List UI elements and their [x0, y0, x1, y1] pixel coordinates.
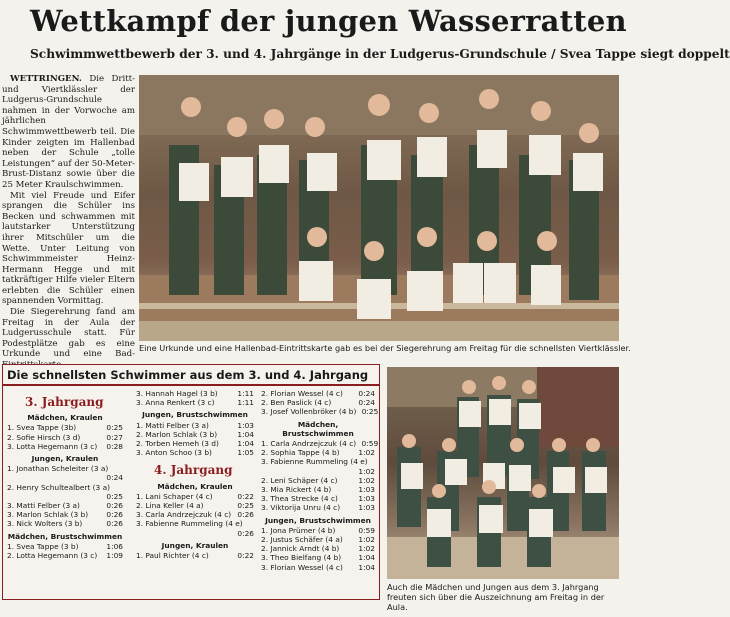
- category-heading: Jungen, Kraulen: [31, 454, 99, 464]
- result-row: [261, 476, 375, 485]
- result-time: 1:06: [106, 541, 123, 551]
- result-list: [7, 542, 123, 560]
- result-row: [7, 519, 123, 528]
- result-row: [136, 492, 254, 501]
- result-row: [261, 544, 375, 553]
- result-time: 1:02: [358, 448, 375, 458]
- category-heading: Jungen, Kraulen: [161, 540, 229, 550]
- result-row: [7, 542, 123, 551]
- result-name: 2. Lotta Hegemann (3 c): [7, 551, 98, 561]
- result-time: 0:22: [237, 491, 254, 501]
- result-name: 3. Carla Andrzejczuk (4 c): [136, 510, 232, 520]
- result-name: 3. Florian Wessel (4 c): [261, 562, 343, 572]
- result-entry: 1. Jonathan Scheleiter (3 a): [7, 464, 109, 474]
- results-heading: Die schnellsten Schwimmer aus dem 3. und 4. Jahrgang: [3, 365, 379, 386]
- result-row: [7, 551, 123, 560]
- result-time: 0:25: [237, 501, 254, 511]
- result-name: 1. Jona Prümer (4 b): [261, 525, 336, 535]
- headline: Wettkampf der jungen Wasserratten: [30, 4, 627, 38]
- result-row: [261, 448, 375, 457]
- result-row: [261, 494, 375, 503]
- result-name: 2. Ben Paslick (4 c): [261, 398, 332, 408]
- result-name: 1. Svea Tappe (3 b): [7, 541, 79, 551]
- result-name: 3. Matti Felber (3 a): [7, 501, 80, 511]
- result-name: 1. Carla Andrzejczuk (4 c): [261, 439, 357, 449]
- result-name: 3. Mia Rickert (4 b): [261, 485, 332, 495]
- result-name: 3. Theo Bielfang (4 b): [261, 553, 342, 563]
- result-time: 0:59: [358, 525, 375, 535]
- result-list: [136, 551, 254, 560]
- paragraph-2: Mit viel Freude und Eifer sprangen die Schüler ins Becken und schwammen mit lautstarker Unterstützung ihrer Mitschüler um die Wette. Unter Leitung von Schwimmmeister Heinz-Hermann Hegge und mit tatkräftiger Hilfe vieler Eltern erlebten die Schüler einen spannenden Vormittag.: [2, 190, 135, 307]
- paragraph-1: Die Dritt- und Viertklässler der Ludgerus-Grundschule nahmen in der Vorwoche am jährlichen Schwimmwettbewerb teil. Die Kinder zeigten im Hallenbad neben der Schule „tolle Leistungen“ auf der 50-Meter-Brust-Distanz sowie über die 25 Meter Kraulschwimmen.: [2, 74, 136, 190]
- result-list: [136, 421, 254, 458]
- result-time: 1:04: [358, 562, 375, 572]
- result-name: 2. Florian Wessel (4 c): [261, 389, 343, 398]
- category-heading: Mädchen, Brustschwimmen: [7, 531, 123, 541]
- results-box: [2, 364, 380, 600]
- result-time: 1:02: [358, 466, 375, 476]
- article-body: [2, 74, 135, 371]
- result-list: [7, 501, 123, 529]
- result-time: 0:22: [237, 551, 254, 561]
- result-row: [261, 398, 375, 407]
- result-row: [136, 430, 254, 439]
- result-row: [7, 501, 123, 510]
- result-time: 0:25: [106, 423, 123, 433]
- result-time: 0:27: [106, 432, 123, 442]
- result-time: 1:04: [237, 439, 254, 449]
- result-time: 1:11: [237, 389, 254, 398]
- result-row: [261, 526, 375, 535]
- result-name: 2. Torben Hemeh (3 d): [136, 439, 219, 449]
- result-time: 0:26: [237, 528, 254, 538]
- paragraph-3: Die Siegerehrung fand am Freitag in der Aula der Ludgerusschule statt. Für Podestplätze gab es eine Urkunde und eine Bad-: [2, 307, 135, 360]
- result-row: [7, 510, 123, 519]
- result-name: 3. Josef Vollenbröker (4 b): [261, 407, 357, 417]
- result-time: 1:03: [358, 485, 375, 495]
- result-row: [136, 398, 254, 407]
- result-list: [261, 389, 379, 417]
- result-name: 2. Justus Schäfer (4 a): [261, 535, 343, 545]
- result-row: [136, 448, 254, 457]
- result-entry: 2. Henry Schultealbert (3 a): [7, 482, 111, 492]
- result-entry: 3. Fabienne Rummeling (4 e): [261, 457, 368, 467]
- result-row: [136, 501, 254, 510]
- result-time: 0:25: [361, 407, 379, 417]
- result-row: [261, 485, 375, 494]
- results-column-3: [261, 389, 379, 572]
- result-row: [136, 439, 254, 448]
- year-4-heading: 4. Jahrgang: [154, 463, 233, 478]
- result-time: 1:11: [237, 398, 254, 408]
- result-name: 1. Paul Richter (4 c): [136, 551, 209, 561]
- result-list: [261, 526, 375, 572]
- result-name: 3. Anna Renkert (3 c): [136, 398, 215, 408]
- result-row: [261, 439, 379, 449]
- result-time: 1:02: [358, 535, 375, 545]
- result-name: 2. Jannick Arndt (4 b): [261, 544, 340, 554]
- result-name: 2. Sophia Tappe (4 b): [261, 448, 340, 458]
- result-list: [136, 389, 254, 407]
- result-time: 0:26: [106, 519, 123, 529]
- result-list: [261, 439, 379, 458]
- result-name: 1. Lani Schaper (4 c): [136, 491, 213, 501]
- result-row: [261, 553, 375, 562]
- result-entry: 3. Fabienne Rummeling (4 e): [136, 519, 243, 529]
- caption-photo-1: Eine Urkunde und eine Hallenbad-Eintrittskarte gab es bei der Siegerehrung am Freitag für die schnellsten Viertklässler.: [139, 343, 631, 353]
- result-name: 2. Sofie Hirsch (3 d): [7, 432, 81, 442]
- result-row: [136, 389, 254, 398]
- caption-photo-2: Auch die Mädchen und Jungen aus dem 3. Jahrgang freuten sich über die Auszeichnung am Freitag in der Aula.: [387, 582, 605, 612]
- result-row: [7, 433, 123, 442]
- result-row: [136, 551, 254, 560]
- result-name: 1. Matti Felber (3 a): [136, 420, 209, 430]
- result-time: 0:24: [358, 398, 375, 408]
- category-heading: Jungen, Brustschwimmen: [265, 515, 371, 525]
- category-heading: Mädchen, Kraulen: [157, 481, 233, 491]
- result-time: 0:24: [106, 473, 123, 483]
- result-time: 1:03: [237, 420, 254, 430]
- result-name: 3. Hannah Hagel (3 b): [136, 389, 218, 398]
- result-list: [136, 492, 254, 520]
- result-name: 2. Lina Keller (4 a): [136, 501, 204, 511]
- result-row: [7, 423, 123, 432]
- photo-fourth-graders: [139, 75, 619, 341]
- category-heading: Jungen, Brustschwimmen: [142, 410, 248, 420]
- result-time: 1:09: [106, 551, 123, 561]
- category-heading: Mädchen, Kraulen: [27, 413, 103, 423]
- result-list: [7, 423, 123, 451]
- result-name: 3. Viktorija Unru (4 c): [261, 503, 341, 513]
- result-row: [261, 503, 375, 512]
- result-time: 0:24: [358, 389, 375, 398]
- result-time: 1:03: [358, 494, 375, 504]
- result-row: [136, 510, 254, 519]
- result-time: 0:59: [361, 439, 379, 449]
- year-3-heading: 3. Jahrgang: [25, 395, 104, 409]
- dateline: WETTRINGEN.: [10, 74, 82, 84]
- result-time: 1:05: [237, 448, 254, 458]
- result-time: 0:25: [106, 491, 123, 501]
- results-column-1: [7, 389, 123, 560]
- result-name: 3. Thea Strecke (4 c): [261, 494, 338, 504]
- result-name: 3. Marlon Schlak (3 b): [7, 510, 89, 520]
- result-list: [261, 476, 375, 513]
- result-time: 1:04: [237, 429, 254, 439]
- category-heading: Mädchen, Brustschwimmen: [282, 419, 354, 438]
- result-name: 3. Anton Schoo (3 b): [136, 448, 212, 458]
- result-row: [261, 535, 375, 544]
- subheadline: Schwimmwettbewerb der 3. und 4. Jahrgänge in der Ludgerus-Grundschule / Svea Tappe siegt doppelt: [30, 47, 730, 61]
- result-time: 1:04: [358, 553, 375, 563]
- result-time: 0:26: [106, 501, 123, 511]
- result-time: 1:02: [358, 475, 375, 485]
- result-time: 0:26: [237, 510, 254, 520]
- result-time: 1:03: [358, 503, 375, 513]
- result-time: 1:02: [358, 544, 375, 554]
- photo-third-graders: [387, 367, 619, 579]
- result-row: [7, 442, 123, 451]
- result-row: [261, 563, 375, 572]
- result-name: 1. Svea Tappe (3b): [7, 423, 77, 433]
- result-name: 3. Lotta Hegemann (3 c): [7, 441, 98, 451]
- result-name: 3. Nick Wolters (3 b): [7, 519, 83, 529]
- result-row: [136, 421, 254, 430]
- result-time: 0:26: [106, 510, 123, 520]
- result-name: 2. Leni Schäper (4 c): [261, 475, 338, 485]
- result-name: 2. Marlon Schlak (3 b): [136, 429, 218, 439]
- result-row: [261, 389, 375, 398]
- result-row: [261, 407, 379, 417]
- result-time: 0:28: [106, 441, 123, 451]
- results-column-2: [136, 389, 254, 560]
